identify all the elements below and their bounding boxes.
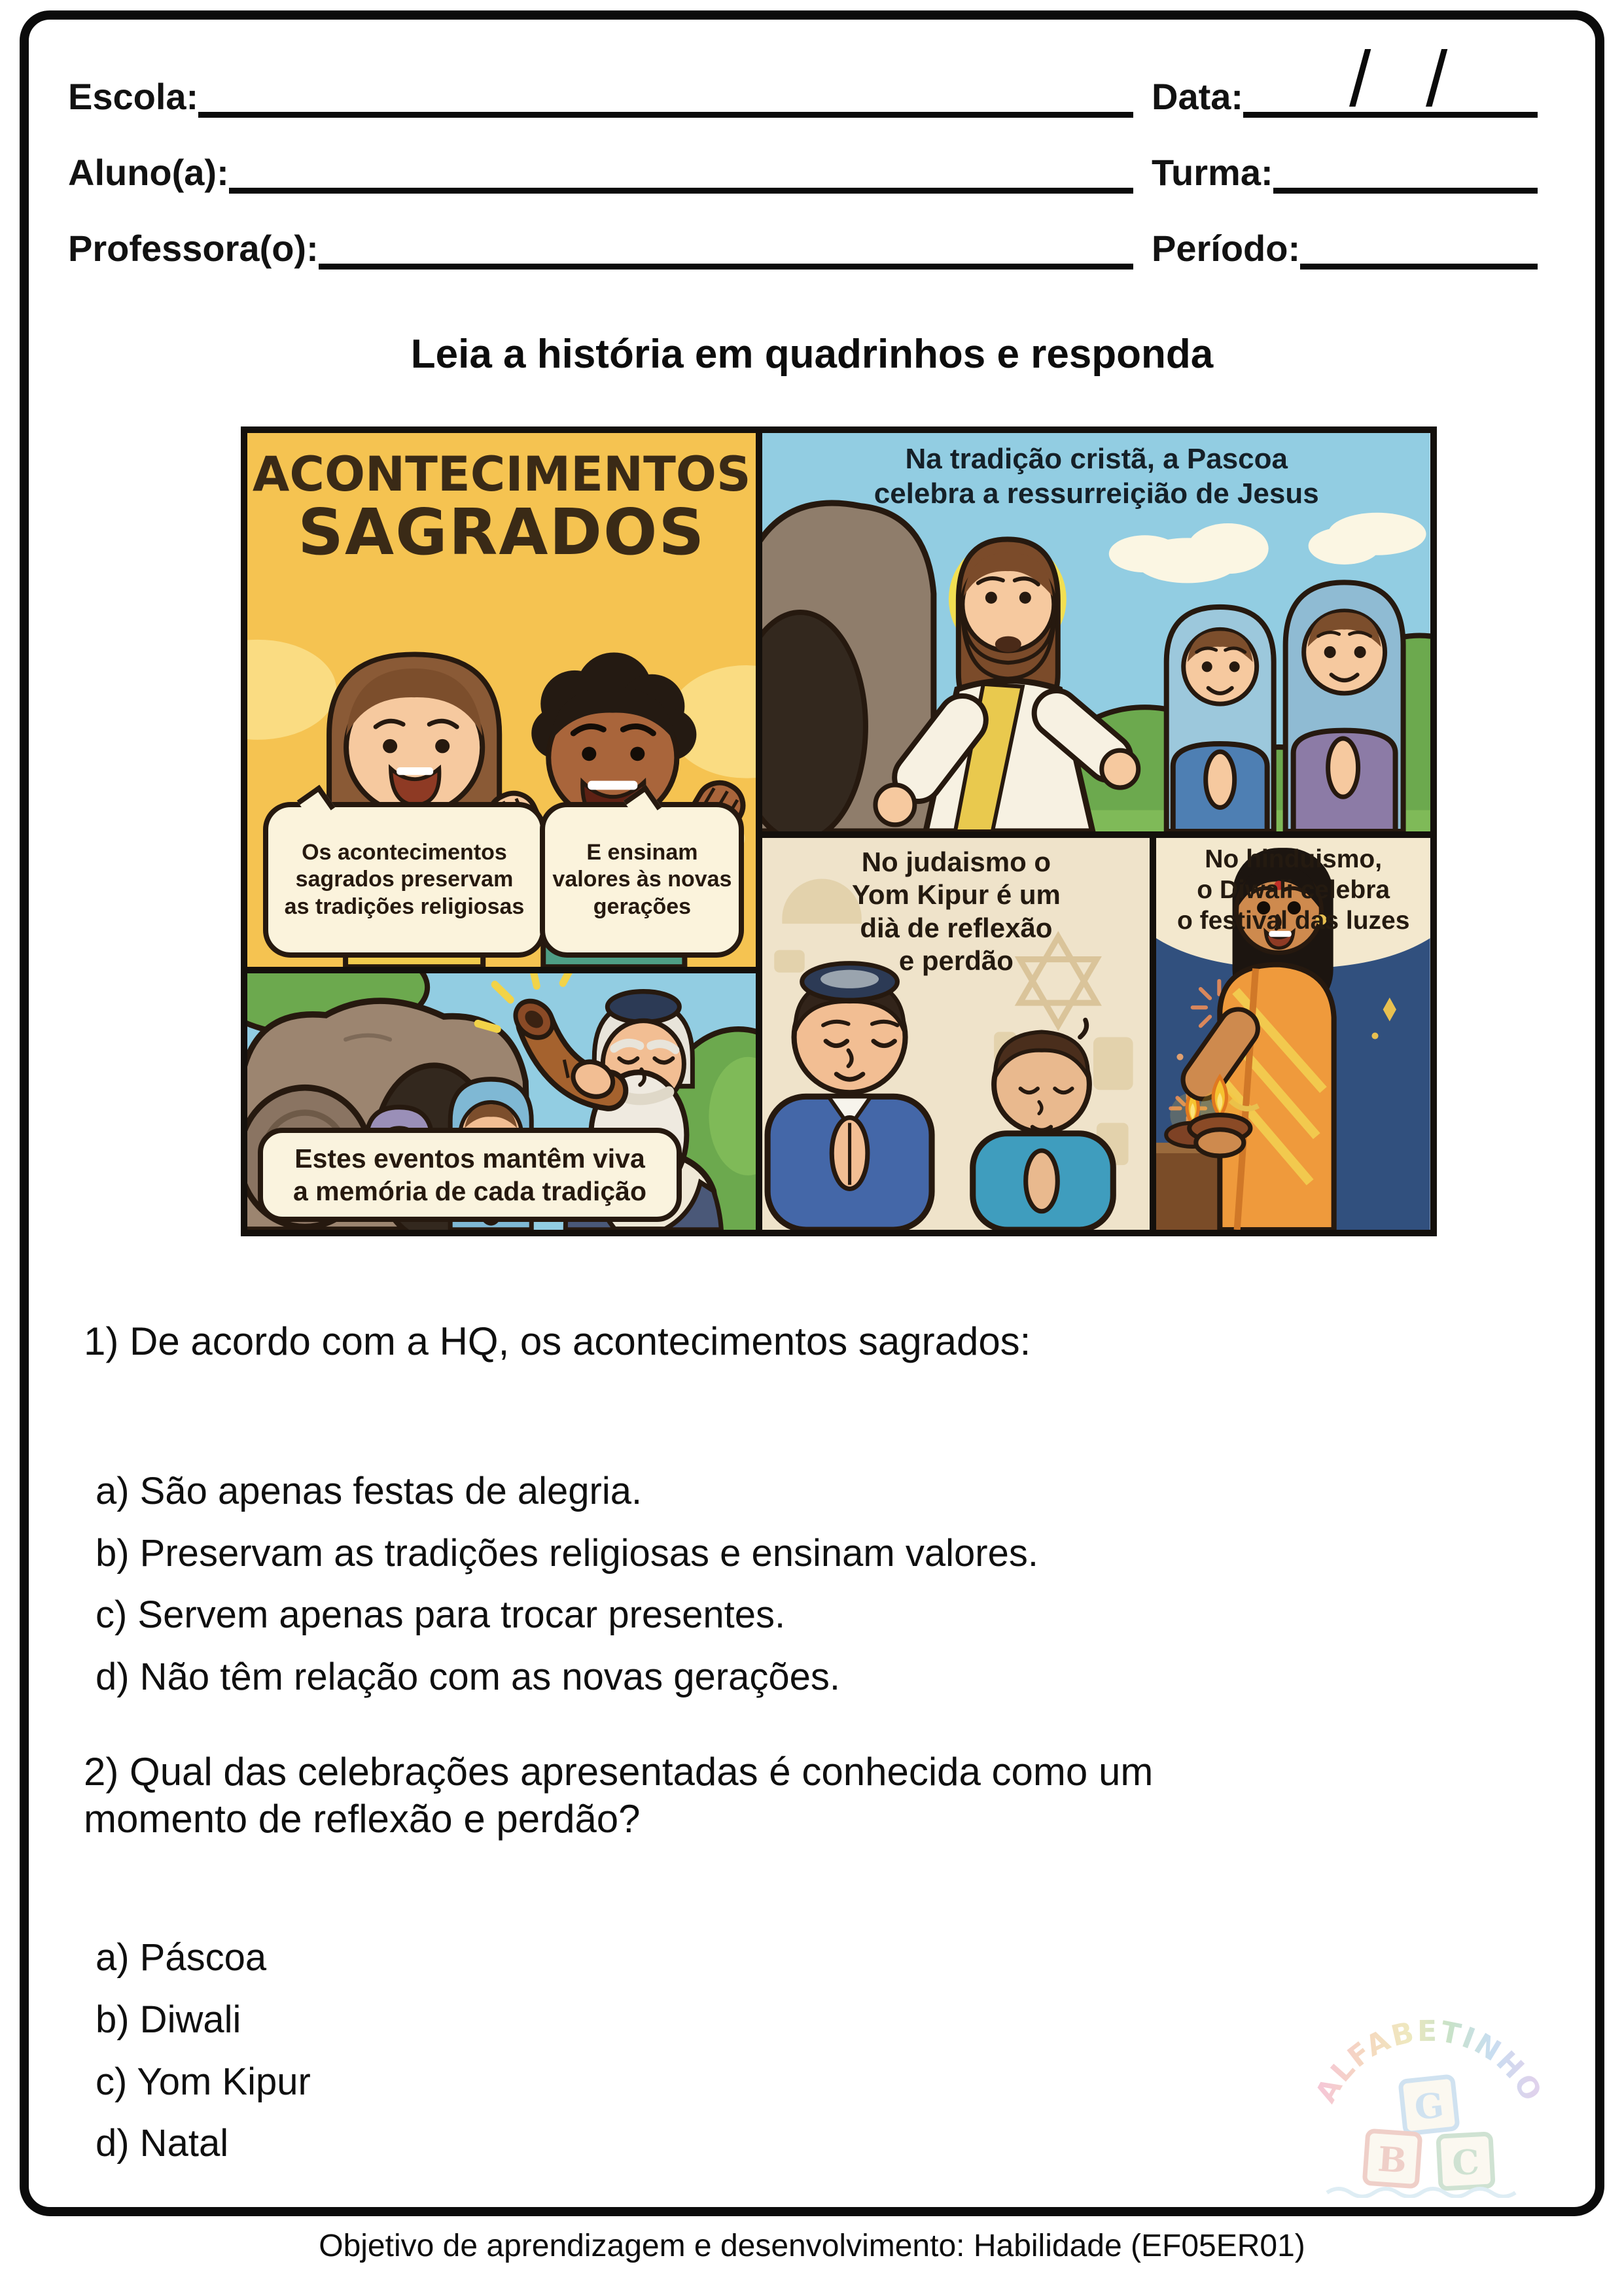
header-row-1: [68, 35, 1538, 123]
professora-label: Professora(o):: [68, 228, 319, 269]
yom-kippur-caption-line: e perdão: [898, 945, 1014, 977]
abc-block-left: [1364, 2131, 1420, 2186]
question-2-option-d: d) Natal: [96, 2122, 229, 2165]
comic-left-column: [247, 433, 756, 1230]
speech-bubble-boy-line: E ensinam: [586, 839, 698, 865]
periodo-label: Período:: [1152, 228, 1301, 269]
yom-kippur-caption: [762, 846, 1150, 978]
question-1-option-d: d) Não têm relação com as novas gerações.: [96, 1655, 840, 1698]
question-2: 2) Qual das celebrações apresentadas é conhecida como um momento de reflexão e perdão?: [84, 1750, 1154, 1841]
speech-bubble-boy-line: gerações: [593, 894, 692, 919]
speech-bubble-girl: [263, 802, 546, 958]
speech-bubble-boy-line: valores às novas: [552, 867, 732, 892]
yom-kippur-caption-line: dià de reflexão: [860, 912, 1053, 943]
yom-kippur-caption-line: No judaismo o: [861, 846, 1051, 877]
comic-right-column: [762, 433, 1430, 1230]
abc-block-letter: G: [1412, 2085, 1446, 2129]
question-1-option-b: b) Preservam as tradições religiosas e ensinam valores.: [96, 1531, 1038, 1574]
abc-block-top: [1400, 2076, 1458, 2134]
periodo-blank-line[interactable]: [1300, 211, 1538, 270]
praying-woman-tall: [1286, 582, 1403, 831]
header-row-3: [68, 212, 1538, 270]
question-1: 1) De acordo com a HQ, os acontecimentos sagrados:: [84, 1319, 1031, 1363]
worksheet-header: [68, 35, 1538, 288]
question-1-option-a: a) São apenas festas de alegria.: [96, 1470, 643, 1512]
comic-title-line2: SAGRADOS: [298, 495, 706, 569]
question-2-option-a: a) Páscoa: [96, 1936, 267, 1979]
escola-blank-line[interactable]: [198, 60, 1133, 118]
comic-bottom-row: [762, 838, 1430, 1230]
escola-label: Escola:: [68, 76, 199, 117]
turma-blank-line[interactable]: [1273, 135, 1538, 194]
data-group: [1152, 35, 1538, 123]
professora-blank-line[interactable]: [319, 211, 1133, 270]
easter-caption-line: celebra a ressurreiçião de Jesus: [874, 477, 1319, 510]
speech-bubble-girl-line: Os acontecimentos: [302, 839, 507, 865]
data-label: Data:: [1152, 76, 1244, 117]
praying-woman-small: [1167, 607, 1274, 831]
shofar-caption-line: Estes eventos mantêm viva: [294, 1143, 645, 1174]
aluno-label: Aluno(a):: [68, 152, 229, 193]
page-title: Leia a história em quadrinhos e responda: [410, 332, 1214, 377]
comic-panel-yom-kippur: [762, 838, 1150, 1230]
date-separator-slash: /: [1349, 35, 1371, 123]
aluno-blank-line[interactable]: [229, 135, 1133, 194]
data-blank-line[interactable]: [1243, 35, 1538, 123]
abc-block-right: [1438, 2134, 1493, 2189]
comic-panel-easter: [762, 433, 1430, 831]
comic-panel-diwali: [1156, 838, 1430, 1230]
speech-bubble-girl-line: as tradições religiosas: [284, 894, 525, 919]
speech-bubble-boy: [540, 802, 744, 958]
alfabetinho-watermark-logo: [1301, 2007, 1557, 2198]
easter-caption: [762, 442, 1430, 512]
date-separator-slash: /: [1426, 35, 1448, 123]
yom-kippur-caption-line: Yom Kipur é um: [851, 879, 1061, 911]
comic-panel-intro: [247, 433, 756, 967]
speech-bubble-girl-line: sagrados preservam: [295, 867, 514, 892]
question-2-option-c: c) Yom Kipur: [96, 2060, 311, 2103]
watermark-arc-text: ALFABETINHO: [1309, 2014, 1549, 2108]
header-row-2: [68, 136, 1538, 194]
diwali-caption-line: o Diwali celebra: [1197, 875, 1390, 904]
comic-strip: [241, 426, 1437, 1236]
abc-block-letter: B: [1376, 2139, 1408, 2182]
comic-title-line1: ACONTECIMENTOS: [252, 447, 751, 502]
question-2-option-b: b) Diwali: [96, 1998, 241, 2041]
shofar-caption: [258, 1128, 682, 1222]
question-1-option-c: c) Servem apenas para trocar presentes.: [96, 1593, 786, 1637]
comic-panel-shofar: [247, 973, 756, 1230]
easter-caption-line: Na tradição cristã, a Pascoa: [905, 443, 1288, 475]
footer-objective: Objetivo de aprendizagem e desenvolvimento: Habilidade (EF05ER01): [319, 2229, 1305, 2263]
comic-title: [247, 447, 756, 569]
diwali-caption-line: No hinduismo,: [1205, 845, 1383, 873]
periodo-group: [1152, 211, 1538, 270]
abc-block-letter: C: [1451, 2142, 1481, 2184]
turma-label: Turma:: [1152, 152, 1273, 193]
turma-group: [1152, 135, 1538, 194]
diwali-caption-line: o festival das luzes: [1176, 906, 1410, 935]
shofar-caption-line: a memória de cada tradição: [292, 1175, 647, 1206]
diwali-caption: [1156, 844, 1430, 936]
